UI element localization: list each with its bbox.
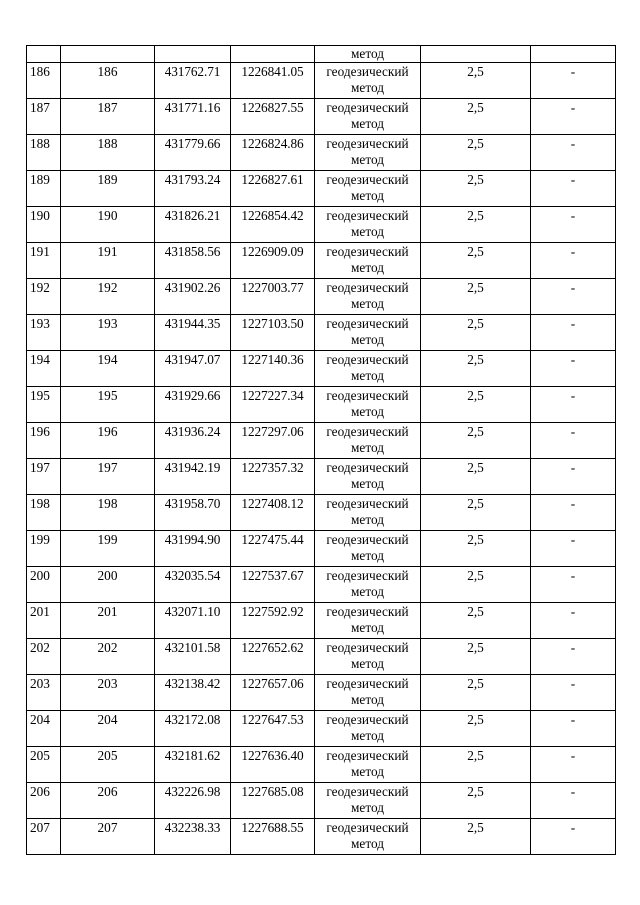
cell-note: - bbox=[531, 783, 616, 819]
method-line-2: метод bbox=[351, 800, 384, 815]
cell-method bbox=[315, 459, 421, 495]
cell-point: 193 bbox=[61, 315, 155, 351]
cell-method bbox=[315, 639, 421, 675]
cell-y: 1227408.12 bbox=[231, 495, 315, 531]
cell-method bbox=[315, 819, 421, 855]
cell-number: 186 bbox=[27, 63, 61, 99]
cell-number: 200 bbox=[27, 567, 61, 603]
continuation-row bbox=[27, 46, 616, 63]
cell-accuracy: 2,5 bbox=[421, 531, 531, 567]
method-line-2: метод bbox=[351, 476, 384, 491]
cell-method bbox=[315, 315, 421, 351]
cell-x: 432172.08 bbox=[155, 711, 231, 747]
cell-accuracy: 2,5 bbox=[421, 351, 531, 387]
method-line-2: метод bbox=[351, 296, 384, 311]
method-line-2: метод bbox=[351, 188, 384, 203]
method-line-2: метод bbox=[351, 224, 384, 239]
method-line-1: геодезический bbox=[326, 748, 409, 763]
cell-point: 205 bbox=[61, 747, 155, 783]
cell-point: 188 bbox=[61, 135, 155, 171]
cell-note: - bbox=[531, 495, 616, 531]
cell-point: 194 bbox=[61, 351, 155, 387]
cell-note: - bbox=[531, 135, 616, 171]
cell-note: - bbox=[531, 207, 616, 243]
method-line-2: метод bbox=[351, 116, 384, 131]
method-line-1: геодезический bbox=[326, 640, 409, 655]
cell-y: 1227636.40 bbox=[231, 747, 315, 783]
cell-y: 1227537.67 bbox=[231, 567, 315, 603]
coordinates-table bbox=[26, 45, 616, 855]
table-row bbox=[27, 567, 616, 603]
cell-y: 1227592.92 bbox=[231, 603, 315, 639]
cell-method bbox=[315, 387, 421, 423]
cell-x: 431762.71 bbox=[155, 63, 231, 99]
cell-x: 431958.70 bbox=[155, 495, 231, 531]
cell-accuracy: 2,5 bbox=[421, 387, 531, 423]
method-line-2: метод bbox=[351, 836, 384, 851]
table-row bbox=[27, 387, 616, 423]
table-row bbox=[27, 315, 616, 351]
table-row bbox=[27, 531, 616, 567]
table-row bbox=[27, 423, 616, 459]
cell-number: 194 bbox=[27, 351, 61, 387]
cell-method bbox=[315, 675, 421, 711]
cell-x bbox=[155, 46, 231, 63]
cell-accuracy: 2,5 bbox=[421, 603, 531, 639]
cell-method bbox=[315, 531, 421, 567]
cell-accuracy: 2,5 bbox=[421, 243, 531, 279]
cell-point: 201 bbox=[61, 603, 155, 639]
method-line-2: метод bbox=[351, 332, 384, 347]
method-line-1: геодезический bbox=[326, 280, 409, 295]
cell-accuracy: 2,5 bbox=[421, 819, 531, 855]
cell-x: 431929.66 bbox=[155, 387, 231, 423]
cell-number: 196 bbox=[27, 423, 61, 459]
cell-accuracy: 2,5 bbox=[421, 171, 531, 207]
cell-point: 197 bbox=[61, 459, 155, 495]
cell-x: 431936.24 bbox=[155, 423, 231, 459]
cell-accuracy bbox=[421, 46, 531, 63]
cell-x: 431942.19 bbox=[155, 459, 231, 495]
method-line-1: геодезический bbox=[326, 100, 409, 115]
cell-number: 195 bbox=[27, 387, 61, 423]
cell-number: 188 bbox=[27, 135, 61, 171]
method-line-1: геодезический bbox=[326, 172, 409, 187]
cell-point: 196 bbox=[61, 423, 155, 459]
table-row bbox=[27, 639, 616, 675]
method-line-2: метод bbox=[351, 620, 384, 635]
cell-y: 1226827.55 bbox=[231, 99, 315, 135]
cell-number: 193 bbox=[27, 315, 61, 351]
table-row bbox=[27, 99, 616, 135]
method-line-2: метод bbox=[351, 260, 384, 275]
method-line-1: геодезический bbox=[326, 604, 409, 619]
table-row bbox=[27, 243, 616, 279]
cell-y: 1226827.61 bbox=[231, 171, 315, 207]
table-row bbox=[27, 495, 616, 531]
cell-note: - bbox=[531, 387, 616, 423]
method-line-1: геодезический bbox=[326, 388, 409, 403]
cell-number: 192 bbox=[27, 279, 61, 315]
table-body bbox=[27, 46, 616, 855]
method-line-2: метод bbox=[351, 764, 384, 779]
cell-method bbox=[315, 747, 421, 783]
cell-note: - bbox=[531, 99, 616, 135]
cell-number: 198 bbox=[27, 495, 61, 531]
cell-accuracy: 2,5 bbox=[421, 423, 531, 459]
cell-y: 1226854.42 bbox=[231, 207, 315, 243]
cell-y: 1227657.06 bbox=[231, 675, 315, 711]
cell-point: 199 bbox=[61, 531, 155, 567]
cell-x: 431902.26 bbox=[155, 279, 231, 315]
cell-x: 432071.10 bbox=[155, 603, 231, 639]
cell-point: 206 bbox=[61, 783, 155, 819]
cell-note: - bbox=[531, 711, 616, 747]
cell-accuracy: 2,5 bbox=[421, 315, 531, 351]
cell-accuracy: 2,5 bbox=[421, 279, 531, 315]
table-row bbox=[27, 747, 616, 783]
cell-accuracy: 2,5 bbox=[421, 99, 531, 135]
method-line-1: геодезический bbox=[326, 784, 409, 799]
cell-method bbox=[315, 711, 421, 747]
cell-accuracy: 2,5 bbox=[421, 783, 531, 819]
cell-x: 432181.62 bbox=[155, 747, 231, 783]
table-row bbox=[27, 711, 616, 747]
method-line-1: геодезический bbox=[326, 676, 409, 691]
cell-point: 202 bbox=[61, 639, 155, 675]
cell-point: 203 bbox=[61, 675, 155, 711]
cell-number: 207 bbox=[27, 819, 61, 855]
table-row bbox=[27, 207, 616, 243]
cell-number: 199 bbox=[27, 531, 61, 567]
cell-point: 192 bbox=[61, 279, 155, 315]
method-line-1: геодезический bbox=[326, 424, 409, 439]
cell-y: 1227685.08 bbox=[231, 783, 315, 819]
coordinates-table-sheet bbox=[26, 45, 616, 855]
cell-x: 432101.58 bbox=[155, 639, 231, 675]
cell-point: 186 bbox=[61, 63, 155, 99]
cell-x: 431944.35 bbox=[155, 315, 231, 351]
table-row bbox=[27, 171, 616, 207]
cell-point: 207 bbox=[61, 819, 155, 855]
cell-number: 205 bbox=[27, 747, 61, 783]
cell-point: 204 bbox=[61, 711, 155, 747]
cell-y bbox=[231, 46, 315, 63]
cell-note: - bbox=[531, 531, 616, 567]
cell-number: 201 bbox=[27, 603, 61, 639]
cell-x: 431947.07 bbox=[155, 351, 231, 387]
cell-point: 198 bbox=[61, 495, 155, 531]
cell-note: - bbox=[531, 639, 616, 675]
table-row bbox=[27, 603, 616, 639]
cell-y: 1226909.09 bbox=[231, 243, 315, 279]
method-line-2: метод bbox=[351, 512, 384, 527]
cell-accuracy: 2,5 bbox=[421, 747, 531, 783]
method-line-2: метод bbox=[351, 548, 384, 563]
cell-method bbox=[315, 423, 421, 459]
cell-point: 195 bbox=[61, 387, 155, 423]
table-row bbox=[27, 459, 616, 495]
cell-accuracy: 2,5 bbox=[421, 63, 531, 99]
method-line-1: геодезический bbox=[326, 136, 409, 151]
cell-note: - bbox=[531, 747, 616, 783]
cell-point: 190 bbox=[61, 207, 155, 243]
cell-y: 1226841.05 bbox=[231, 63, 315, 99]
cell-y: 1227652.62 bbox=[231, 639, 315, 675]
cell-x: 431994.90 bbox=[155, 531, 231, 567]
cell-note: - bbox=[531, 243, 616, 279]
cell-method bbox=[315, 279, 421, 315]
method-line-2: метод bbox=[351, 152, 384, 167]
cell-number: 190 bbox=[27, 207, 61, 243]
method-line-2: метод bbox=[351, 728, 384, 743]
method-line-1: геодезический bbox=[326, 244, 409, 259]
method-line-2: метод bbox=[351, 440, 384, 455]
cell-y: 1227357.32 bbox=[231, 459, 315, 495]
cell-method bbox=[315, 207, 421, 243]
cell-x: 431793.24 bbox=[155, 171, 231, 207]
cell-method bbox=[315, 603, 421, 639]
cell-point: 191 bbox=[61, 243, 155, 279]
cell-method bbox=[315, 351, 421, 387]
cell-accuracy: 2,5 bbox=[421, 459, 531, 495]
cell-x: 431826.21 bbox=[155, 207, 231, 243]
cell-number: 204 bbox=[27, 711, 61, 747]
cell-y: 1227140.36 bbox=[231, 351, 315, 387]
cell-y: 1227003.77 bbox=[231, 279, 315, 315]
table-row bbox=[27, 675, 616, 711]
table-row bbox=[27, 819, 616, 855]
cell-number bbox=[27, 46, 61, 63]
method-line-1: геодезический bbox=[326, 208, 409, 223]
cell-x: 432238.33 bbox=[155, 819, 231, 855]
cell-number: 187 bbox=[27, 99, 61, 135]
method-line-1: геодезический bbox=[326, 712, 409, 727]
table-row bbox=[27, 63, 616, 99]
method-line-2: метод bbox=[351, 368, 384, 383]
cell-note: - bbox=[531, 675, 616, 711]
cell-method bbox=[315, 135, 421, 171]
cell-method bbox=[315, 171, 421, 207]
cell-method bbox=[315, 99, 421, 135]
table-row bbox=[27, 279, 616, 315]
method-line-1: геодезический bbox=[326, 352, 409, 367]
table-row bbox=[27, 783, 616, 819]
method-line-1: геодезический bbox=[326, 568, 409, 583]
cell-x: 431771.16 bbox=[155, 99, 231, 135]
cell-note: - bbox=[531, 315, 616, 351]
cell-accuracy: 2,5 bbox=[421, 135, 531, 171]
method-line-1: геодезический bbox=[326, 316, 409, 331]
cell-note: - bbox=[531, 819, 616, 855]
table-row bbox=[27, 135, 616, 171]
cell-point: 200 bbox=[61, 567, 155, 603]
cell-note: - bbox=[531, 351, 616, 387]
cell-method bbox=[315, 495, 421, 531]
cell-accuracy: 2,5 bbox=[421, 675, 531, 711]
cell-number: 203 bbox=[27, 675, 61, 711]
method-line-1: геодезический bbox=[326, 820, 409, 835]
cell-x: 431779.66 bbox=[155, 135, 231, 171]
method-line-2: метод bbox=[351, 404, 384, 419]
method-line-1: геодезический bbox=[326, 64, 409, 79]
cell-y: 1227297.06 bbox=[231, 423, 315, 459]
cell-number: 189 bbox=[27, 171, 61, 207]
cell-accuracy: 2,5 bbox=[421, 639, 531, 675]
cell-method bbox=[315, 567, 421, 603]
cell-note: - bbox=[531, 567, 616, 603]
cell-note: - bbox=[531, 423, 616, 459]
cell-point: 187 bbox=[61, 99, 155, 135]
cell-y: 1227475.44 bbox=[231, 531, 315, 567]
cell-accuracy: 2,5 bbox=[421, 567, 531, 603]
cell-note: - bbox=[531, 459, 616, 495]
cell-x: 432226.98 bbox=[155, 783, 231, 819]
method-line-1: геодезический bbox=[326, 460, 409, 475]
cell-number: 202 bbox=[27, 639, 61, 675]
cell-number: 206 bbox=[27, 783, 61, 819]
cell-method bbox=[315, 243, 421, 279]
cell-accuracy: 2,5 bbox=[421, 711, 531, 747]
cell-number: 191 bbox=[27, 243, 61, 279]
method-line-2: метод bbox=[351, 584, 384, 599]
cell-note bbox=[531, 46, 616, 63]
cell-note: - bbox=[531, 63, 616, 99]
cell-x: 431858.56 bbox=[155, 243, 231, 279]
cell-method: метод bbox=[315, 46, 421, 63]
cell-x: 432035.54 bbox=[155, 567, 231, 603]
method-line-1: геодезический bbox=[326, 496, 409, 511]
method-line-2: метод bbox=[351, 692, 384, 707]
cell-note: - bbox=[531, 171, 616, 207]
cell-accuracy: 2,5 bbox=[421, 207, 531, 243]
cell-y: 1227227.34 bbox=[231, 387, 315, 423]
method-line-2: метод bbox=[351, 80, 384, 95]
cell-y: 1227647.53 bbox=[231, 711, 315, 747]
cell-point bbox=[61, 46, 155, 63]
method-line-2: метод bbox=[351, 656, 384, 671]
cell-note: - bbox=[531, 603, 616, 639]
cell-x: 432138.42 bbox=[155, 675, 231, 711]
cell-y: 1226824.86 bbox=[231, 135, 315, 171]
cell-point: 189 bbox=[61, 171, 155, 207]
cell-method bbox=[315, 783, 421, 819]
method-line-1: геодезический bbox=[326, 532, 409, 547]
cell-number: 197 bbox=[27, 459, 61, 495]
cell-accuracy: 2,5 bbox=[421, 495, 531, 531]
cell-note: - bbox=[531, 279, 616, 315]
table-row bbox=[27, 351, 616, 387]
cell-y: 1227103.50 bbox=[231, 315, 315, 351]
cell-y: 1227688.55 bbox=[231, 819, 315, 855]
cell-method bbox=[315, 63, 421, 99]
